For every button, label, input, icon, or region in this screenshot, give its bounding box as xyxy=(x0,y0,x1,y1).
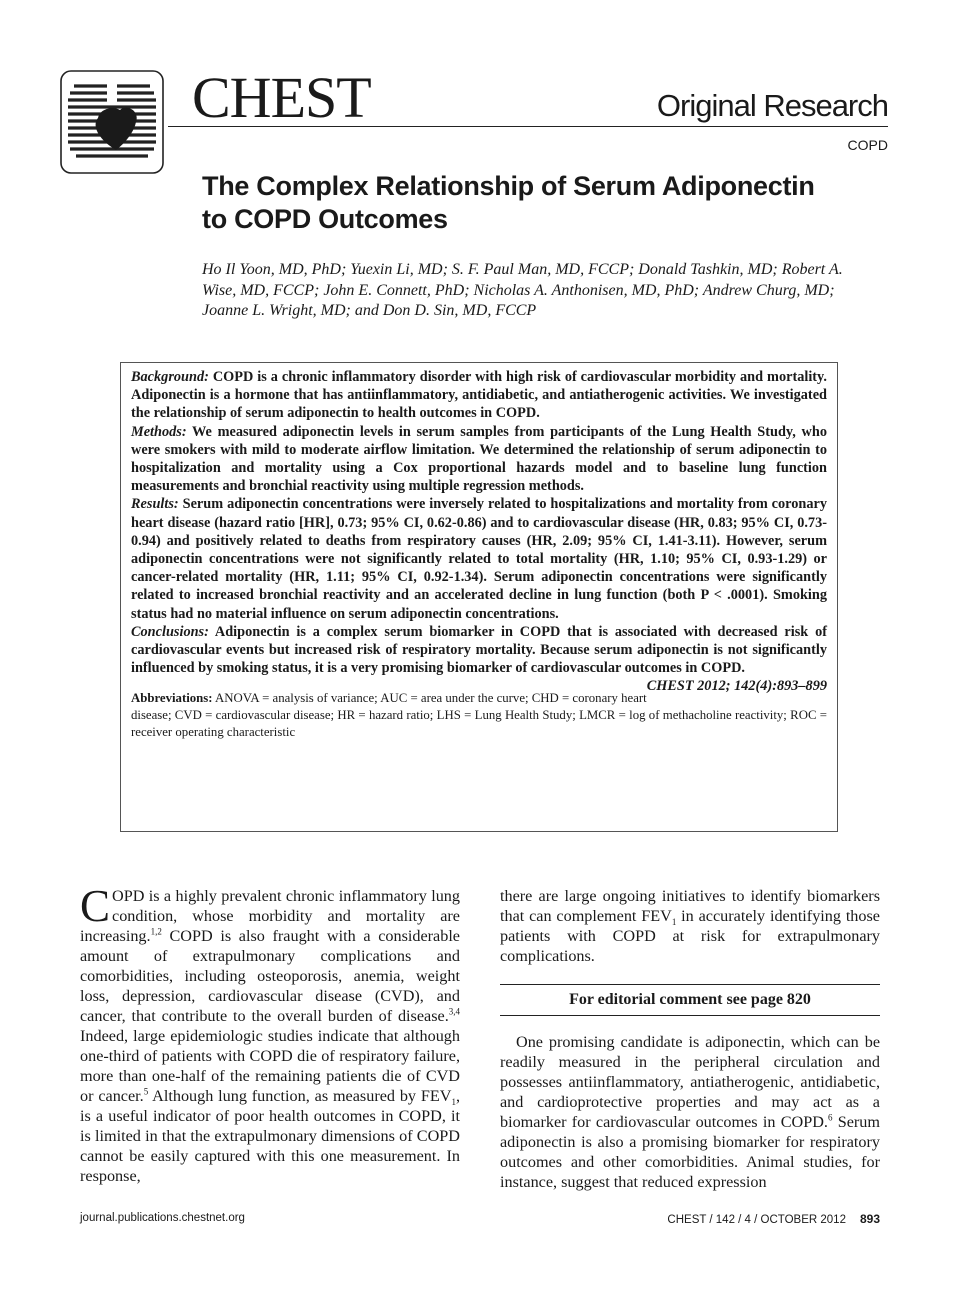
body-column-left xyxy=(80,881,460,1186)
background-label: Background: xyxy=(131,369,209,385)
abbreviations-label: Abbreviations: xyxy=(131,691,213,706)
drop-cap: C xyxy=(80,881,111,931)
reference-link[interactable]: 3,4 xyxy=(448,1006,460,1017)
right-text-2: in accurately identifying those patients with COPD at risk for extrapulmonary complications. xyxy=(500,907,880,965)
page-number: 893 xyxy=(859,1212,880,1226)
abstract-background xyxy=(131,368,827,423)
fev-subscript: 1 xyxy=(671,917,677,928)
results-text: Serum adiponectin concentrations were inversely related to hospitalizations and mortality from coronary heart disease (hazard ratio [HR], 0.73; 95% CI, 0.62-0.86) and to cardiovascular disease (HR, 0.83; 95% CI, 0.73-0.94) and positively related to deaths from respiratory causes (HR, 2.09; 95% CI, 1.41-3.11). However, serum adiponectin concentrations were not significantly related to total mortality (HR, 1.10; 95% CI, 0.93-1.29) or cancer-related mortality (HR, 1.11; 95% CI, 0.92-1.34). Serum adiponectin concentrations were significantly related to increased bronchial reactivity and an accelerated decline in lung function (both P < .0001). Smoking status had no material influence on serum adiponectin concentrations. xyxy=(131,496,827,622)
footer-issue xyxy=(667,1212,880,1226)
intro-text-1: OPD is a highly prevalent chronic inflammatory lung condition, whose morbidity and mortality are increasing. xyxy=(80,887,460,945)
header-rule xyxy=(168,126,888,127)
intro-paragraph xyxy=(80,881,460,1186)
citation: CHEST 2012; 142(4):893–899 xyxy=(646,678,827,695)
article-title: The Complex Relationship of Serum Adiponectin to COPD Outcomes xyxy=(202,171,815,234)
intro-text-3: Indeed, large epidemiologic studies indicate that although one-third of patients with COPD die of respiratory failure, more than one-half of the remaining patients die of CVD or cancer. xyxy=(80,1027,460,1105)
right-text-1: there are large ongoing initiatives to identify biomarkers that can complement FEV xyxy=(500,887,880,925)
reference-link[interactable]: 6 xyxy=(827,1112,833,1123)
journal-name: CHEST xyxy=(192,65,371,130)
adiponectin-paragraph xyxy=(500,1032,880,1192)
author-list: Ho Il Yoon, MD, PhD; Yuexin Li, MD; S. F. Paul Man, MD, FCCP; Donald Tashkin, MD; Robert A. Wise, MD, FCCP; John E. Connett, PhD; Nicholas A. Anthonisen, MD, PhD; Andrew Churg, MD; Joanne L. Wright, MD; and Don D. Sin, MD, FCCP xyxy=(202,261,843,319)
abstract-box xyxy=(120,362,838,832)
intro-text-5: , is a useful indicator of poor health outcomes in COPD, it is limited in that the extrapulmonary dimensions of COPD cannot be easily captured with this one measurement. In response, xyxy=(80,1087,460,1185)
body-column-right xyxy=(500,886,880,1192)
abbreviations-text: ANOVA = analysis of variance; AUC = area under the curve; CHD = coronary heart disease; CVD = cardiovascular disease; HR = hazard ratio; LHS = Lung Health Study; LMCR = log of methacholine reactivity; ROC = receiver operating characteristic xyxy=(131,691,827,740)
lungs-heart-icon xyxy=(60,70,164,174)
intro-text-4: Although lung function, as measured by FEV xyxy=(148,1087,452,1105)
journal-logo xyxy=(60,70,164,174)
abstract-conclusions xyxy=(131,623,827,695)
results-label: Results: xyxy=(131,496,179,513)
editorial-comment-note[interactable]: For editorial comment see page 820 xyxy=(500,984,880,1016)
reference-link[interactable]: 5 xyxy=(143,1086,149,1097)
continued-paragraph xyxy=(500,886,880,966)
issue-info: CHEST / 142 / 4 / OCTOBER 2012 xyxy=(667,1214,846,1226)
topic-label: COPD xyxy=(847,137,888,153)
abstract-methods xyxy=(131,423,827,496)
methods-label: Methods: xyxy=(131,423,187,440)
abbreviations xyxy=(131,690,827,741)
reference-link[interactable]: 1,2 xyxy=(150,926,162,937)
background-text: COPD is a chronic inflammatory disorder with high risk of cardiovascular morbidity and mortality. Adiponectin is a hormone that has antiinflammatory, antidiabetic, and antiatherogenic activities. We investigated the relationship of serum adiponectin to health outcomes in COPD. xyxy=(131,369,827,422)
right-text-3: One promising candidate is adiponectin, which can be readily measured in the peripheral circulation and possesses antiinflammatory, antiatherogenic, antidiabetic, and cardioprotective properties and may act as a biomarker for cardiovascular outcomes in COPD. xyxy=(500,1033,880,1131)
intro-text-2: COPD is also fraught with a considerable amount of extrapulmonary complications and comorbidities, including osteoporosis, anemia, weight loss, depression, cardiovascular disease (CVD), and cancer, that contribute to the overall burden of disease. xyxy=(80,927,460,1025)
methods-text: We measured adiponectin levels in serum samples from participants of the Lung Health Study, who were smokers with mild to moderate airflow limitation. We determined the relationship of serum adiponectin to hospitalization and mortality using a Cox proportional hazards model and to baseline lung function measurements and bronchial reactivity using multiple regression methods. xyxy=(131,423,827,495)
conclusions-text: Adiponectin is a complex serum biomarker in COPD that is associated with decreased risk of cardiovascular events but increased risk of respiratory mortality. Because serum adiponectin is not significantly influenced by smoking status, it is a very promising biomarker of cardiovascular outcomes in COPD. xyxy=(131,623,827,677)
footer-url[interactable]: journal.publications.chestnet.org xyxy=(80,1212,245,1224)
section-label: Original Research xyxy=(656,88,888,123)
fev-subscript: 1 xyxy=(451,1097,456,1108)
conclusions-label: Conclusions: xyxy=(131,623,209,640)
abstract-results xyxy=(131,495,827,622)
right-text-4: Serum adiponectin is also a promising biomarker for respiratory outcomes and other comorbidities. Animal studies, for instance, suggest that reduced expression xyxy=(500,1113,880,1191)
